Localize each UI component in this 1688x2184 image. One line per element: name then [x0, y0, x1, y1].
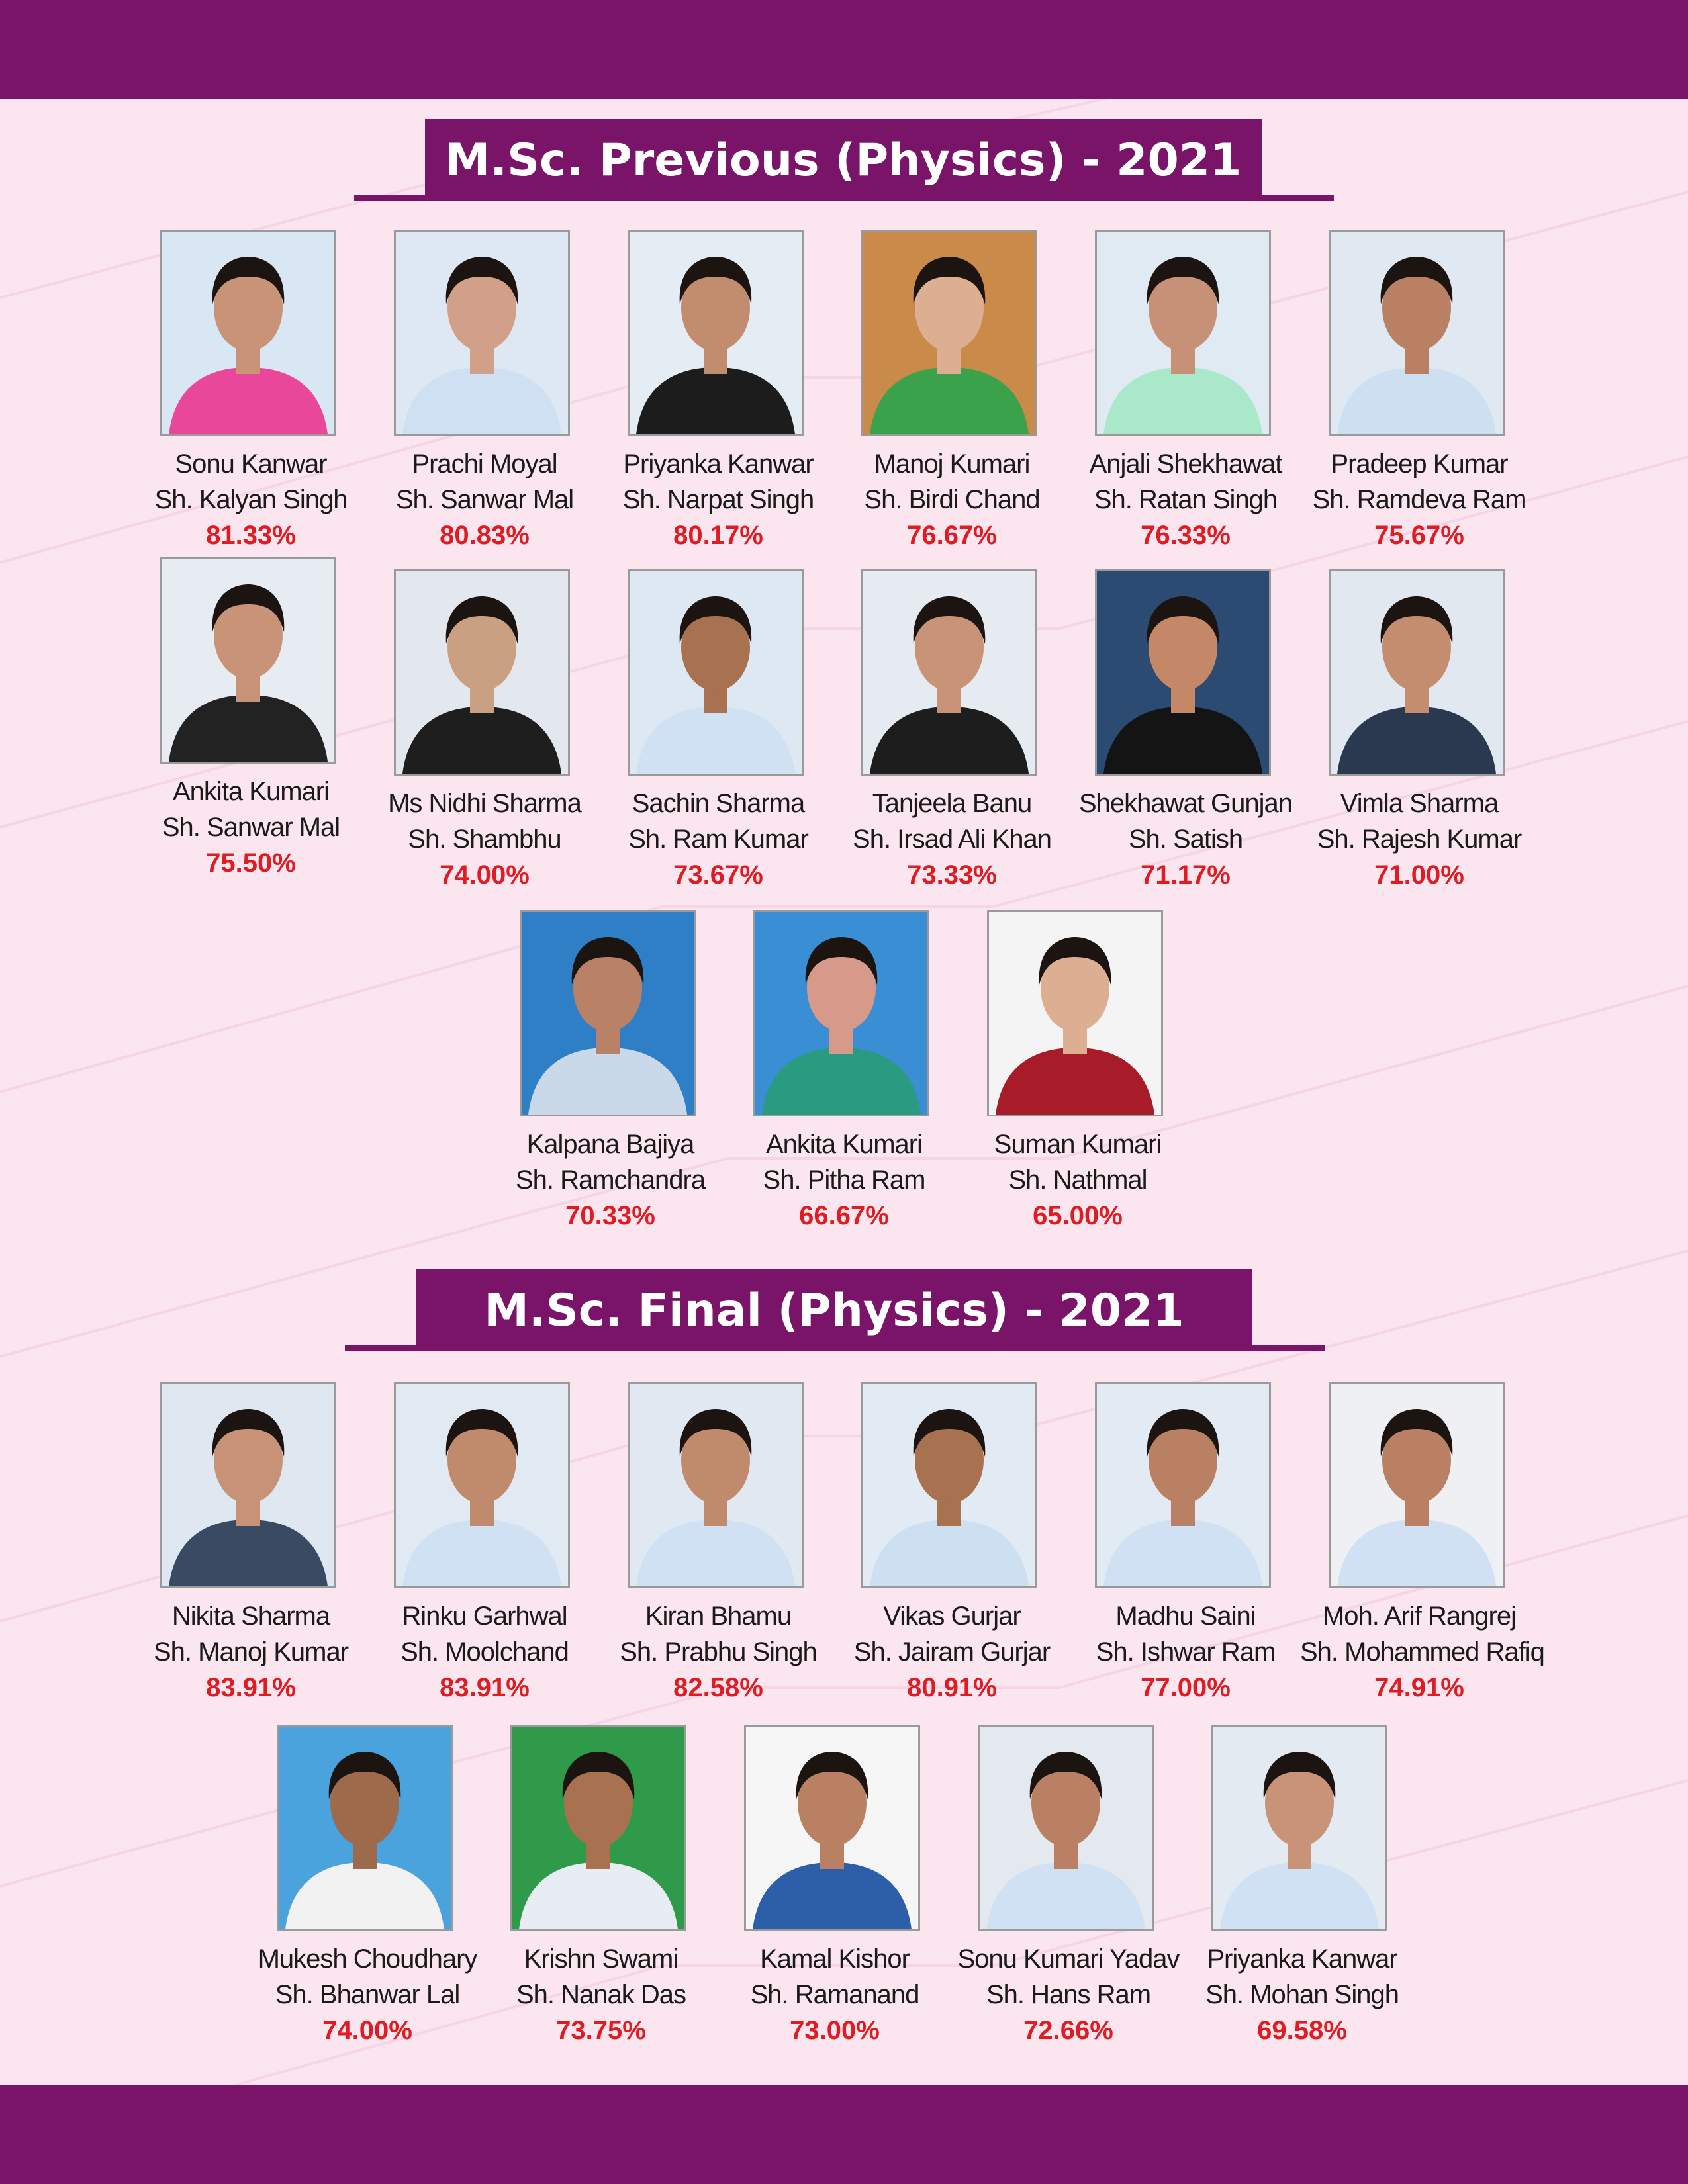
- student-percentage: 83.91%: [440, 1673, 530, 1702]
- father-name: Sh. Satish: [1128, 825, 1243, 854]
- student-photo: [987, 910, 1163, 1116]
- top-band: [0, 0, 1688, 99]
- section-title-previous: M.Sc. Previous (Physics) - 2021: [425, 119, 1262, 201]
- student-photo: [628, 1382, 804, 1588]
- student-name: Vimla Sharma: [1340, 789, 1499, 818]
- student-photo: [160, 557, 336, 764]
- student-name: Ankita Kumari: [173, 777, 329, 806]
- father-name: Sh. Prabhu Singh: [620, 1637, 817, 1666]
- father-name: Sh. Nathmal: [1008, 1165, 1147, 1195]
- student-photo: [1329, 230, 1505, 436]
- father-name: Sh. Nanak Das: [516, 1980, 686, 2009]
- student-percentage: 75.67%: [1374, 521, 1464, 550]
- student-name: Vikas Gurjar: [883, 1602, 1021, 1631]
- father-name: Sh. Ramanand: [750, 1980, 919, 2009]
- student-photo: [1095, 569, 1271, 776]
- student-photo: [160, 230, 336, 436]
- student-percentage: 81.33%: [206, 521, 296, 550]
- student-percentage: 69.58%: [1257, 2016, 1347, 2045]
- student-photo: [861, 1382, 1037, 1588]
- bottom-band: [0, 2085, 1688, 2184]
- student-percentage: 76.33%: [1141, 521, 1231, 550]
- student-photo: [510, 1725, 686, 1931]
- father-name: Sh. Bhanwar Lal: [275, 1980, 460, 2009]
- father-name: Sh. Shambhu: [408, 825, 561, 854]
- father-name: Sh. Ratan Singh: [1094, 485, 1278, 514]
- student-name: Anjali Shekhawat: [1089, 449, 1282, 478]
- student-name: Sonu Kanwar: [175, 449, 327, 478]
- student-photo: [1095, 230, 1271, 436]
- father-name: Sh. Hans Ram: [986, 1980, 1151, 2009]
- father-name: Sh. Moolchand: [400, 1637, 569, 1666]
- student-name: Moh. Arif Rangrej: [1322, 1602, 1517, 1631]
- student-name: Ms Nidhi Sharma: [388, 789, 581, 818]
- student-name: Sachin Sharma: [632, 789, 805, 818]
- father-name: Sh. Kalyan Singh: [154, 485, 348, 514]
- student-percentage: 71.00%: [1374, 860, 1464, 889]
- student-name: Manoj Kumari: [874, 449, 1030, 478]
- student-percentage: 74.00%: [322, 2016, 412, 2045]
- student-photo: [861, 569, 1037, 776]
- student-name: Kalpana Bajiya: [526, 1130, 694, 1159]
- student-percentage: 77.00%: [1141, 1673, 1231, 1702]
- student-percentage: 72.66%: [1023, 2016, 1113, 2045]
- section-title-final: M.Sc. Final (Physics) - 2021: [416, 1269, 1252, 1351]
- student-percentage: 73.67%: [673, 860, 763, 889]
- student-photo: [744, 1725, 920, 1931]
- student-percentage: 80.17%: [673, 521, 763, 550]
- student-photo: [628, 569, 804, 776]
- student-percentage: 71.17%: [1141, 860, 1231, 889]
- student-percentage: 76.67%: [907, 521, 997, 550]
- father-name: Sh. Ishwar Ram: [1096, 1637, 1276, 1666]
- student-percentage: 65.00%: [1033, 1201, 1123, 1230]
- father-name: Sh. Mohan Singh: [1205, 1980, 1399, 2009]
- student-name: Priyanka Kanwar: [623, 449, 814, 478]
- student-name: Pradeep Kumar: [1331, 449, 1508, 478]
- student-name: Prachi Moyal: [412, 449, 557, 478]
- father-name: Sh. Birdi Chand: [864, 485, 1040, 514]
- student-percentage: 74.91%: [1374, 1673, 1464, 1702]
- student-percentage: 80.83%: [440, 521, 530, 550]
- student-name: Suman Kumari: [994, 1130, 1162, 1159]
- student-photo: [520, 910, 696, 1116]
- father-name: Sh. Sanwar Mal: [395, 485, 574, 514]
- father-name: Sh. Pitha Ram: [763, 1165, 925, 1195]
- student-photo: [160, 1382, 336, 1588]
- student-percentage: 74.00%: [440, 860, 530, 889]
- student-percentage: 73.00%: [790, 2016, 880, 2045]
- student-name: Krishn Swami: [524, 1944, 679, 1974]
- student-name: Madhu Saini: [1115, 1602, 1256, 1631]
- student-name: Kamal Kishor: [760, 1944, 910, 1974]
- student-percentage: 70.33%: [565, 1201, 655, 1230]
- student-photo: [978, 1725, 1154, 1931]
- father-name: Sh. Manoj Kumar: [153, 1637, 349, 1666]
- student-name: Nikita Sharma: [171, 1602, 330, 1631]
- student-photo: [628, 230, 804, 436]
- father-name: Sh. Mohammed Rafiq: [1300, 1637, 1544, 1666]
- student-name: Shekhawat Gunjan: [1078, 789, 1292, 818]
- father-name: Sh. Ramdeva Ram: [1312, 485, 1526, 514]
- student-name: Rinku Garhwal: [402, 1602, 567, 1631]
- student-percentage: 80.91%: [907, 1673, 997, 1702]
- student-name: Sonu Kumari Yadav: [957, 1944, 1180, 1974]
- father-name: Sh. Irsad Ali Khan: [853, 825, 1051, 854]
- student-photo: [394, 569, 570, 776]
- student-name: Mukesh Choudhary: [258, 1944, 477, 1974]
- student-photo: [1329, 1382, 1505, 1588]
- father-name: Sh. Ram Kumar: [628, 825, 808, 854]
- student-photo: [1211, 1725, 1387, 1931]
- father-name: Sh. Ramchandra: [515, 1165, 706, 1195]
- student-photo: [1329, 569, 1505, 776]
- student-percentage: 73.33%: [907, 860, 997, 889]
- student-percentage: 83.91%: [206, 1673, 296, 1702]
- student-photo: [394, 230, 570, 436]
- student-photo: [861, 230, 1037, 436]
- student-percentage: 75.50%: [206, 848, 296, 878]
- father-name: Sh. Narpat Singh: [622, 485, 814, 514]
- father-name: Sh. Rajesh Kumar: [1317, 825, 1522, 854]
- father-name: Sh. Jairam Gurjar: [853, 1637, 1051, 1666]
- student-name: Priyanka Kanwar: [1207, 1944, 1397, 1974]
- student-photo: [277, 1725, 453, 1931]
- father-name: Sh. Sanwar Mal: [162, 813, 340, 842]
- student-name: Kiran Bhamu: [645, 1602, 792, 1631]
- student-percentage: 82.58%: [673, 1673, 763, 1702]
- student-name: Ankita Kumari: [766, 1130, 922, 1159]
- student-percentage: 66.67%: [799, 1201, 889, 1230]
- student-photo: [753, 910, 929, 1116]
- student-name: Tanjeela Banu: [872, 789, 1032, 818]
- student-photo: [1095, 1382, 1271, 1588]
- student-photo: [394, 1382, 570, 1588]
- student-percentage: 73.75%: [556, 2016, 646, 2045]
